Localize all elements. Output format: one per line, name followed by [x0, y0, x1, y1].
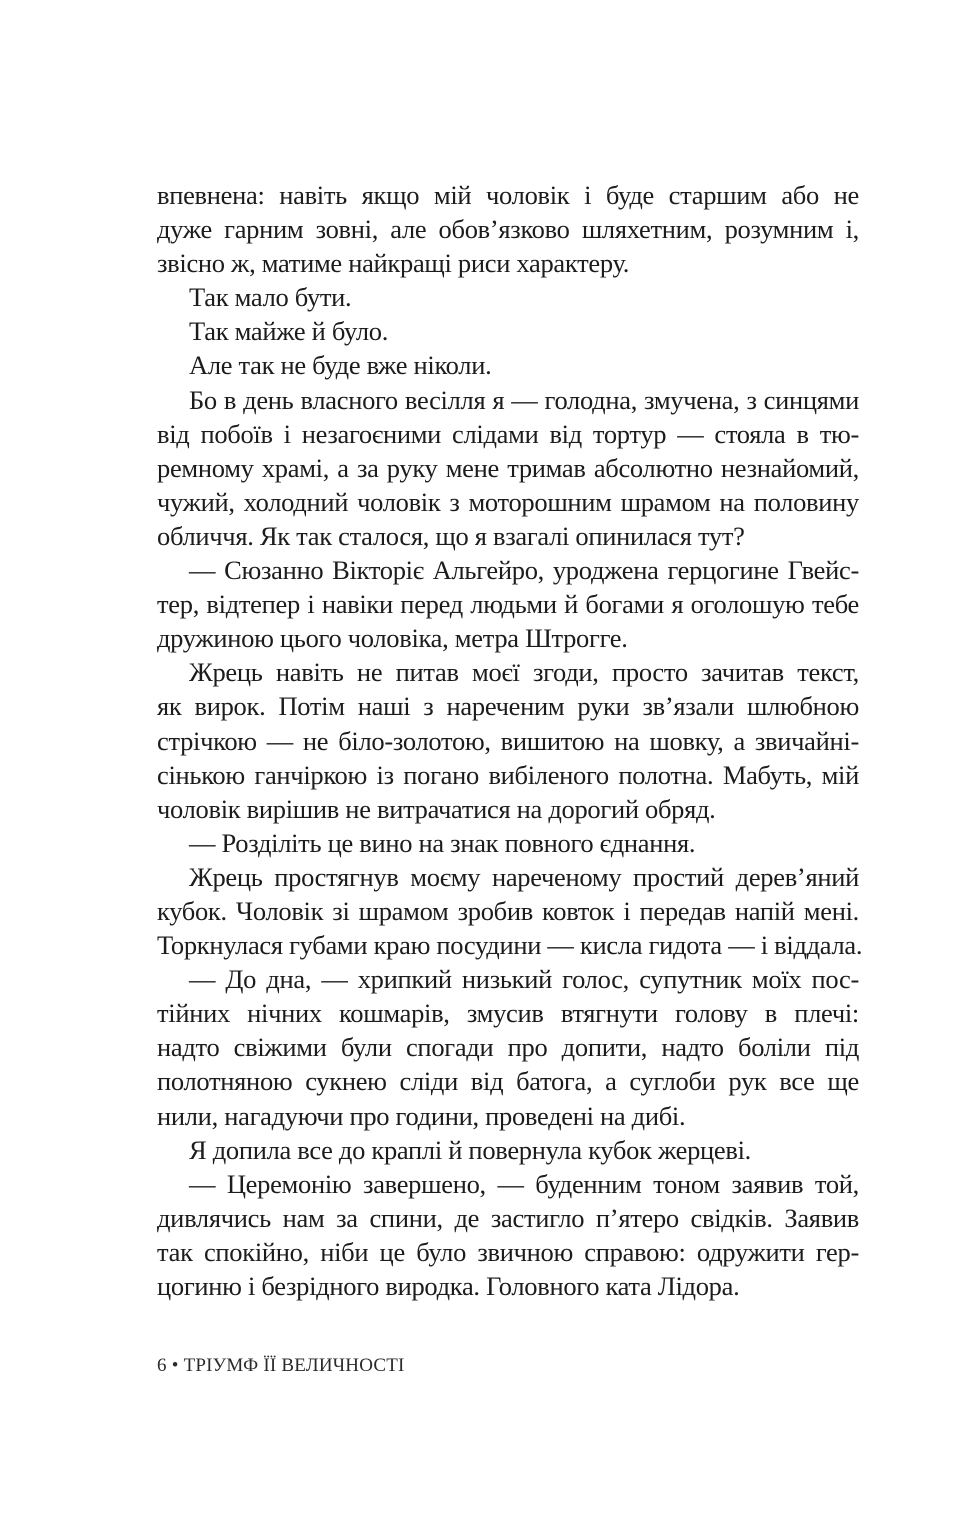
text-line: цогиню і безрідного виродка. Головного ката Лідора. — [157, 1271, 740, 1301]
text-line: дружиною цього чоловіка, метра Штрогге. — [157, 623, 628, 654]
text-line: обличчя. Як так сталося, що я взагалі опинилася тут? — [157, 520, 745, 551]
text-line: полотняною сукнею сліди від батога, а суглоби рук все ще — [157, 1066, 859, 1097]
text-line: стрічкою — не біло-золотою, вишитою на шовку, а звичайні- — [157, 725, 859, 756]
text-line: дивлячись нам за спини, де застигло п’ятеро свідків. Заявив — [157, 1202, 859, 1233]
text-line: — Сюзанно Вікторіє Альгейро, уроджена герцогине Гвейс- — [189, 555, 859, 586]
text-line: — До дна, — хрипкий низький голос, супутник моїх пос- — [189, 964, 859, 995]
page-body-text — [157, 178, 863, 1303]
text-line: — Розділіть це вино на знак повного єднання. — [189, 827, 696, 858]
text-line: Торкнулася губами краю посудини — кисла гидота — і віддала. — [157, 930, 863, 961]
text-line: кубок. Чоловік зі шрамом зробив ковток і передав напій мені. — [157, 895, 859, 926]
text-line: Так майже й було. — [189, 316, 389, 347]
text-line: дуже гарним зовні, але обов’язково шляхетним, розумним і, — [157, 214, 859, 245]
text-line: Бо в день власного весілля я — голодна, змучена, з синцями — [189, 384, 859, 415]
text-line: нили, нагадуючи про години, проведені на дибі. — [157, 1100, 686, 1131]
text-line: Жрець навіть не питав моєї згоди, просто зачитав текст, — [189, 657, 859, 688]
text-line: ремному храмі, а за руку мене тримав абсолютно незнайомий, — [157, 452, 859, 483]
text-line: тійних нічних кошмарів, змусив втягнути голову в плечі: — [157, 998, 859, 1029]
text-line: тер, відтепер і навіки перед людьми й богами я оголошую тебе — [157, 589, 859, 620]
text-line: звісно ж, матиме найкращі риси характеру. — [157, 248, 630, 279]
text-line: Жрець простягнув моєму нареченому простий дерев’яний — [189, 861, 859, 892]
text-line: Я допила все до краплі й повернула кубок жерцеві. — [189, 1134, 751, 1165]
text-line: як вирок. Потім наші з нареченим руки зв’язали шлюбною — [157, 691, 859, 722]
text-line: чоловік вирішив не витрачатися на дорогий обряд. — [157, 793, 716, 824]
text-line: надто свіжими були спогади про допити, надто боліли під — [157, 1032, 859, 1063]
text-line: сінькою ганчіркою із погано вибіленого полотна. Мабуть, мій — [157, 759, 859, 790]
running-title: ТРІУМФ ЇЇ ВЕЛИЧНОСТІ — [183, 1355, 405, 1376]
footer-separator: • — [171, 1355, 179, 1376]
text-line: — Церемонію завершено, — буденним тоном заявив той, — [189, 1168, 859, 1199]
text-line: Так мало бути. — [189, 282, 352, 313]
text-line: так спокійно, ніби це було звичною справою: одружити гер- — [157, 1236, 859, 1267]
text-line: чужий, холодний чоловік з моторошним шрамом на половину — [157, 486, 859, 517]
page-number: 6 — [157, 1355, 167, 1376]
page-footer — [157, 1355, 405, 1377]
text-line: впевнена: навіть якщо мій чоловік і буде старшим або не — [157, 180, 859, 210]
text-line: Але так не буде вже ніколи. — [189, 350, 492, 381]
text-line: від побоїв і незагоєними слідами від тортур — стояла в тю- — [157, 418, 859, 449]
